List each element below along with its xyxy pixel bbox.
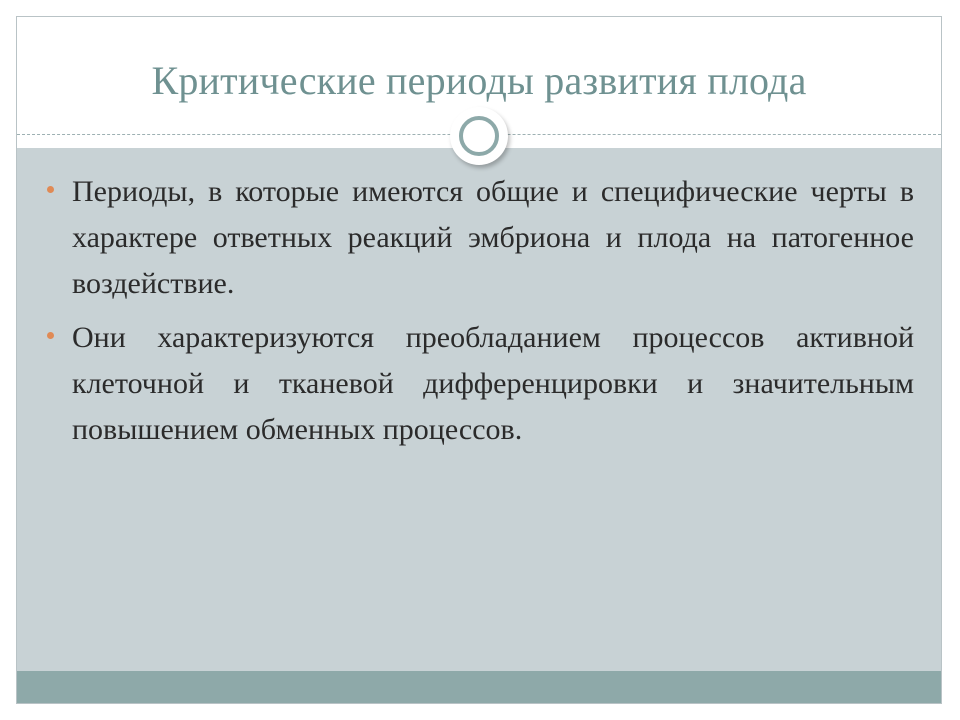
bullet-item (72, 169, 914, 307)
ring-ornament-icon (450, 107, 508, 165)
bullet-item (72, 315, 914, 453)
slide (16, 16, 942, 704)
bullet-marker-icon (47, 332, 54, 339)
bullet-list (72, 169, 914, 461)
footer-band (17, 671, 941, 703)
slide-title: Критические периоды развития плода (151, 58, 807, 103)
bullet-text: Они характеризуются преобладанием процессов активной клеточной и тканевой дифференцировки и значительным повышением обменных процессов. (72, 321, 914, 446)
bullet-text: Периоды, в которые имеются общие и специфические черты в характере ответных реакций эмбриона и плода на патогенное воздействие. (72, 175, 914, 300)
bullet-marker-icon (47, 186, 54, 193)
